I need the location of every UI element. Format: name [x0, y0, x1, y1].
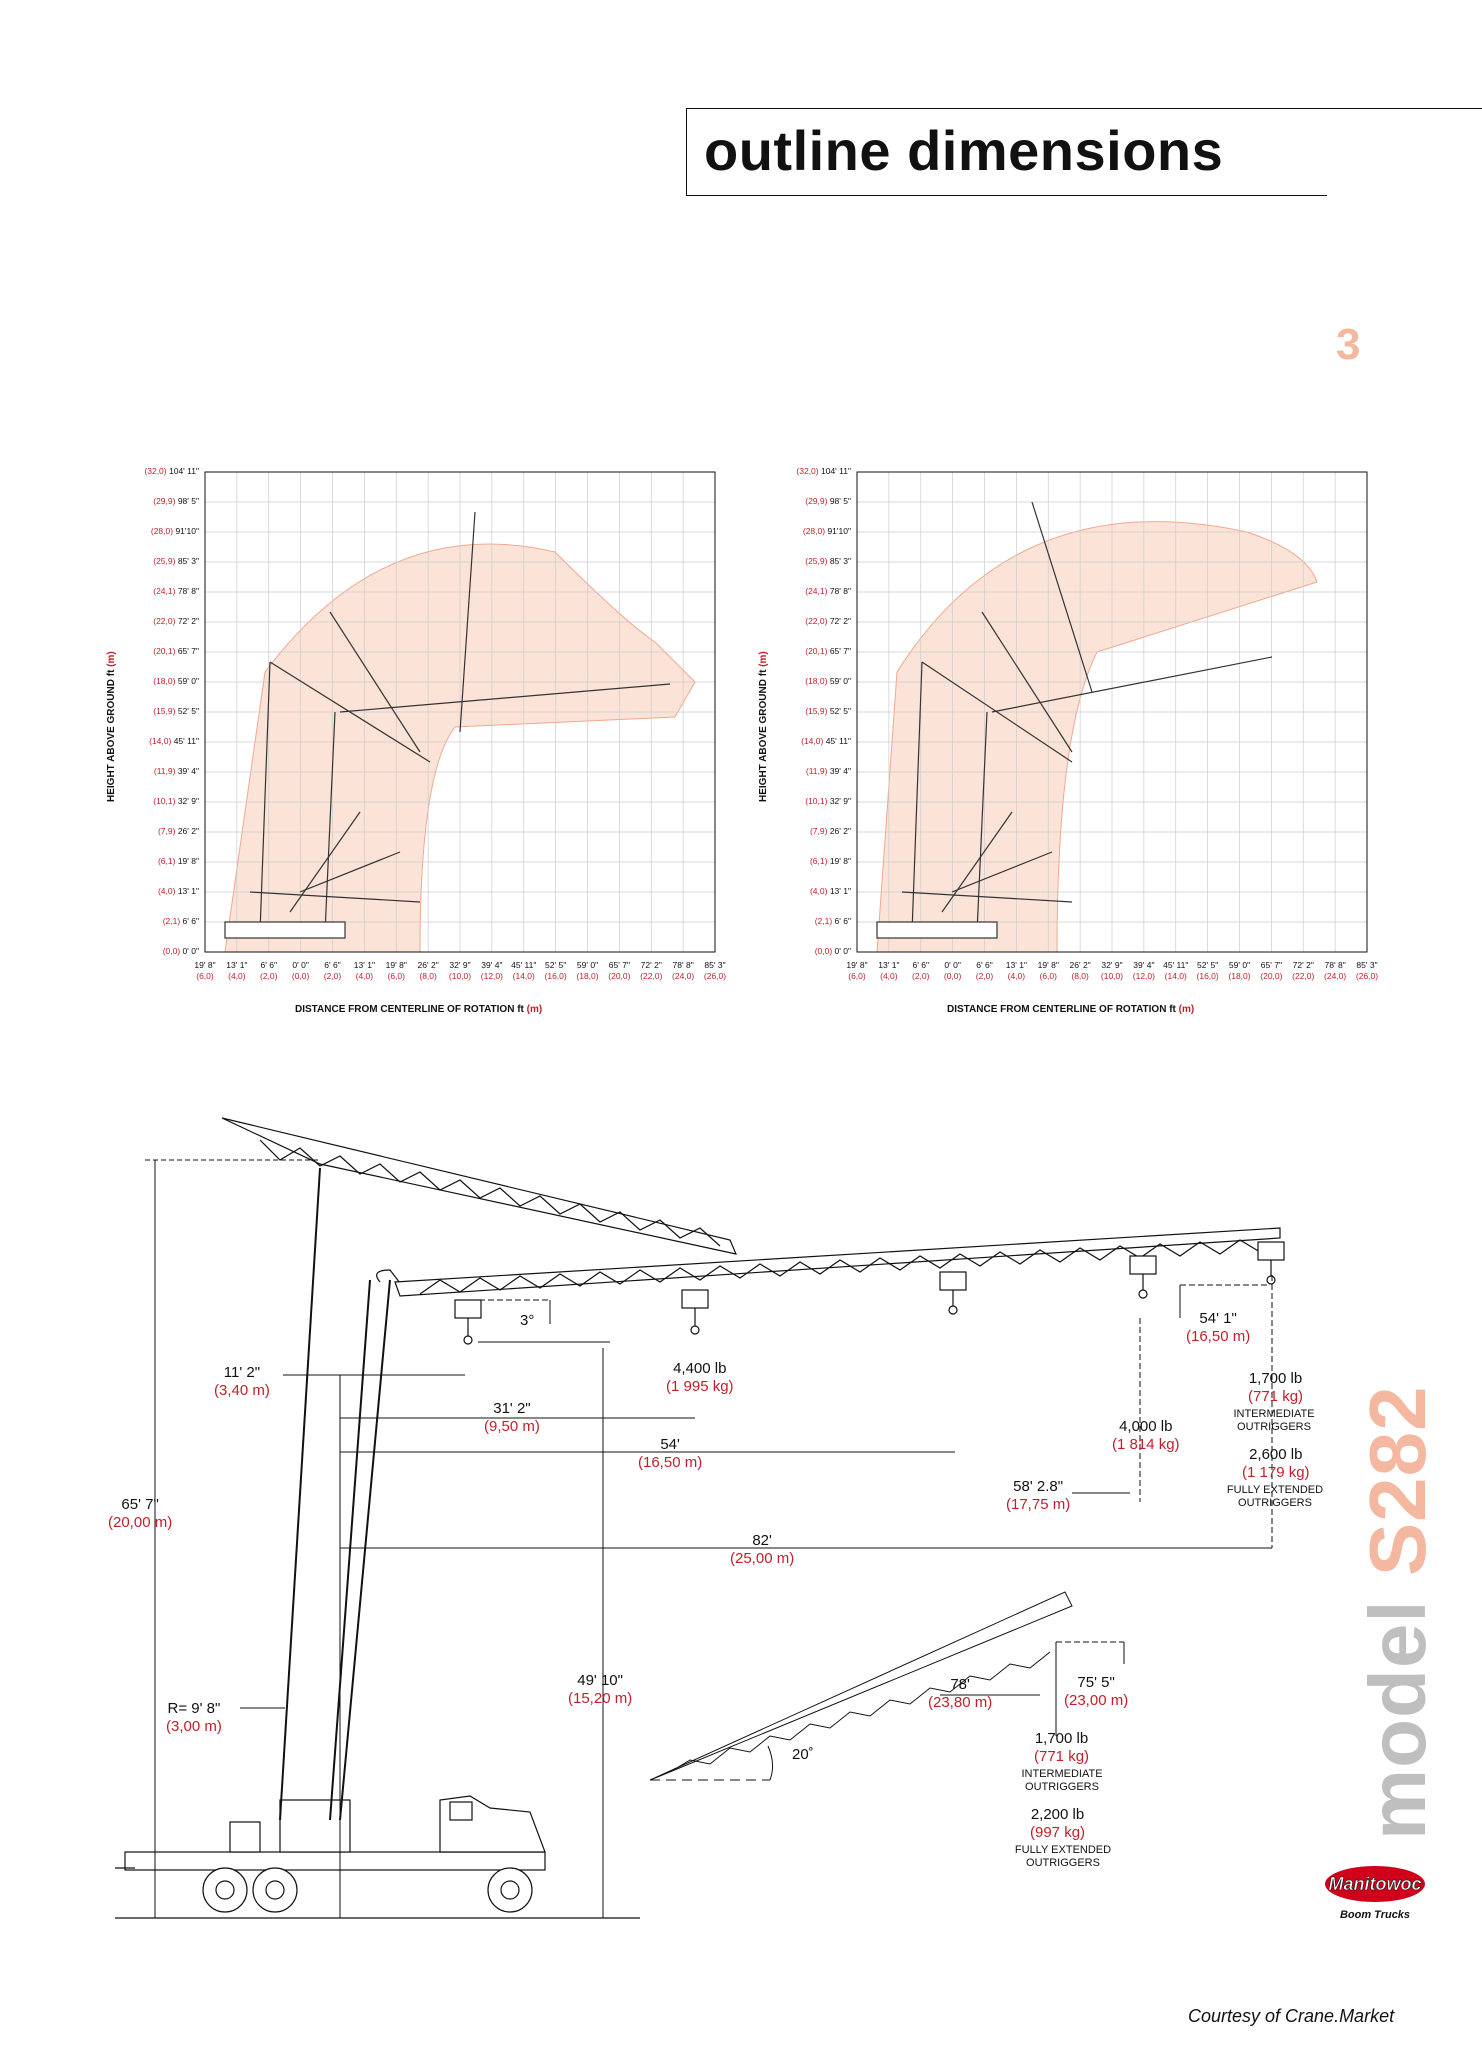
page-title: outline dimensions [704, 119, 1224, 182]
x-tick-label: 13' 1" (4,0) [353, 960, 375, 981]
x-tick-label: 13' 1" (4,0) [1005, 960, 1027, 981]
x-tick-label: 45' 11" (14,0) [1163, 960, 1189, 981]
y-tick-label: (29,9) 98' 5" [805, 496, 851, 506]
dim-note-full-b: FULLY EXTENDED OUTRIGGERS [1014, 1844, 1112, 1869]
dim-r58: 58' 2.8" (17,75 m) [1006, 1478, 1071, 1513]
boom-dimension-drawing [0, 1100, 1482, 1940]
y-tick-label: (7,9) 26' 2" [157, 826, 199, 836]
y-tick-label: (28,0) 91'10" [802, 526, 851, 536]
range-chart-svg [752, 468, 1392, 1028]
courtesy-footer: Courtesy of Crane.Market [1188, 2006, 1395, 2026]
y-tick-label: (2,1) 6' 6" [814, 916, 851, 926]
y-tick-label: (18,0) 59' 0" [805, 676, 851, 686]
y-tick-label: (7,9) 26' 2" [809, 826, 851, 836]
x-tick-label: 26' 2" (8,0) [417, 960, 439, 981]
truck [877, 922, 997, 938]
dim-r78: 78' (23,80 m) [928, 1676, 993, 1711]
dim-r54: 54' (16,50 m) [638, 1436, 703, 1471]
x-axis-title: DISTANCE FROM CENTERLINE OF ROTATION ft (m) [947, 1004, 1195, 1015]
y-tick-label: (32,0) 104' 11" [144, 466, 199, 476]
page-number: 3 [1336, 320, 1361, 369]
y-axis-title: HEIGHT ABOVE GROUND ft (m) [106, 651, 117, 802]
x-tick-label: 65' 7" (20,0) [608, 960, 631, 981]
y-tick-label: (10,1) 32' 9" [153, 796, 199, 806]
y-tick-label: (0,0) 0' 0" [814, 946, 851, 956]
x-tick-label: 19' 8" (6,0) [846, 960, 868, 981]
y-tick-label: (25,9) 85' 3" [153, 556, 199, 566]
x-tick-label: 45' 11" (14,0) [511, 960, 537, 981]
y-tick-label: (22,0) 72' 2" [153, 616, 199, 626]
x-tick-label: 0' 0" (0,0) [943, 960, 962, 981]
dim-load-4400: 4,400 lb (1 995 kg) [666, 1360, 734, 1395]
y-tick-label: (4,0) 13' 1" [157, 886, 199, 896]
wheel [488, 1868, 532, 1912]
x-tick-label: 78' 8" (24,0) [672, 960, 695, 981]
x-tick-label: 78' 8" (24,0) [1324, 960, 1347, 981]
svg-text:Manitowoc: Manitowoc [1328, 1874, 1422, 1894]
dim-angle-20: 20˚ [792, 1746, 814, 1763]
manitowoc-logo [1320, 1862, 1430, 1926]
y-tick-label: (25,9) 85' 3" [805, 556, 851, 566]
x-tick-label: 13' 1" (4,0) [878, 960, 900, 981]
x-tick-label: 39' 4" (12,0) [1132, 960, 1155, 981]
dim-r54b: 54' 1" (16,50 m) [1186, 1310, 1251, 1345]
dim-load-4000: 4,000 lb (1 814 kg) [1112, 1418, 1180, 1453]
dim-h75: 75' 5" (23,00 m) [1064, 1674, 1129, 1709]
model-label: model S282 [1353, 1385, 1442, 1840]
dim-offset-3: 3° [520, 1312, 535, 1329]
dim-note-intermediate-a: INTERMEDIATE OUTRIGGERS [1233, 1408, 1315, 1433]
dim-radius: R= 9' 8" (3,00 m) [166, 1700, 222, 1735]
y-tick-label: (28,0) 91'10" [150, 526, 199, 536]
x-tick-label: 0' 0" (0,0) [291, 960, 310, 981]
x-tick-label: 6' 6" (2,0) [260, 960, 278, 981]
x-axis-title: DISTANCE FROM CENTERLINE OF ROTATION ft (m) [295, 1004, 543, 1015]
range-chart-svg [100, 468, 740, 1028]
dim-load-1700-b: 1,700 lb (771 kg) [1034, 1730, 1090, 1765]
y-tick-label: (20,1) 65' 7" [805, 646, 851, 656]
y-tick-label: (32,0) 104' 11" [796, 466, 851, 476]
y-tick-label: (22,0) 72' 2" [805, 616, 851, 626]
dim-load-2600: 2,600 lb (1 179 kg) [1242, 1446, 1310, 1481]
truck-chassis [125, 1852, 545, 1870]
y-tick-label: (15,9) 52' 5" [805, 706, 851, 716]
y-tick-label: (0,0) 0' 0" [162, 946, 199, 956]
y-tick-label: (20,1) 65' 7" [153, 646, 199, 656]
dim-height-total: 65' 7" (20,00 m) [108, 1496, 173, 1531]
y-tick-label: (11,9) 39' 4" [805, 766, 851, 776]
y-tick-label: (6,1) 19' 8" [809, 856, 851, 866]
x-tick-label: 13' 1" (4,0) [226, 960, 248, 981]
x-tick-label: 72' 2" (22,0) [640, 960, 663, 981]
y-tick-label: (14,0) 45' 11" [801, 736, 851, 746]
y-axis-title: HEIGHT ABOVE GROUND ft (m) [758, 651, 769, 802]
dim-load-2200: 2,200 lb (997 kg) [1030, 1806, 1086, 1841]
wheel [203, 1868, 247, 1912]
svg-text:Boom Trucks: Boom Trucks [1339, 1909, 1411, 1921]
x-tick-label: 19' 8" (6,0) [1037, 960, 1059, 981]
x-tick-label: 6' 6" (2,0) [975, 960, 994, 981]
x-tick-label: 85' 3" (26,0) [1355, 960, 1379, 981]
dim-r82: 82' (25,00 m) [730, 1532, 795, 1567]
y-tick-label: (6,1) 19' 8" [157, 856, 199, 866]
range-chart-left [100, 468, 740, 1028]
y-tick-label: (18,0) 59' 0" [153, 676, 199, 686]
working-range-envelope [877, 522, 1317, 952]
dim-r11: 11' 2" (3,40 m) [214, 1364, 270, 1399]
dim-r31: 31' 2" (9,50 m) [484, 1400, 540, 1435]
x-tick-label: 32' 9" (10,0) [1100, 960, 1124, 981]
title-rule [1326, 108, 1482, 109]
x-tick-label: 6' 6" (2,0) [323, 960, 342, 981]
x-tick-label: 39' 4" (12,0) [480, 960, 503, 981]
x-tick-label: 59' 0" (18,0) [1228, 960, 1251, 981]
x-tick-label: 52' 5" (16,0) [1196, 960, 1219, 981]
y-tick-label: (15,9) 52' 5" [153, 706, 199, 716]
x-tick-label: 32' 9" (10,0) [448, 960, 472, 981]
y-tick-label: (11,9) 39' 4" [153, 766, 199, 776]
x-tick-label: 6' 6" (2,0) [912, 960, 930, 981]
x-tick-label: 65' 7" (20,0) [1260, 960, 1283, 981]
x-tick-label: 59' 0" (18,0) [576, 960, 599, 981]
y-tick-label: (2,1) 6' 6" [162, 916, 199, 926]
jib-upper [222, 1118, 736, 1254]
y-tick-label: (24,1) 78' 8" [805, 586, 851, 596]
y-tick-label: (29,9) 98' 5" [153, 496, 199, 506]
x-tick-label: 85' 3" (26,0) [703, 960, 727, 981]
y-tick-label: (24,1) 78' 8" [153, 586, 199, 596]
wheel [253, 1868, 297, 1912]
x-tick-label: 19' 8" (6,0) [385, 960, 407, 981]
x-tick-label: 72' 2" (22,0) [1292, 960, 1315, 981]
dim-note-intermediate-b: INTERMEDIATE OUTRIGGERS [1021, 1768, 1103, 1793]
dim-note-full-a: FULLY EXTENDED OUTRIGGERS [1226, 1484, 1324, 1509]
x-tick-label: 52' 5" (16,0) [544, 960, 567, 981]
x-tick-label: 19' 8" (6,0) [194, 960, 216, 981]
dim-load-1700-a: 1,700 lb (771 kg) [1248, 1370, 1304, 1405]
y-tick-label: (14,0) 45' 11" [149, 736, 199, 746]
y-tick-label: (10,1) 32' 9" [805, 796, 851, 806]
y-tick-label: (4,0) 13' 1" [809, 886, 851, 896]
dim-h49: 49' 10" (15,20 m) [568, 1672, 633, 1707]
truck [225, 922, 345, 938]
x-tick-label: 26' 2" (8,0) [1069, 960, 1091, 981]
range-chart-right [752, 468, 1392, 1028]
